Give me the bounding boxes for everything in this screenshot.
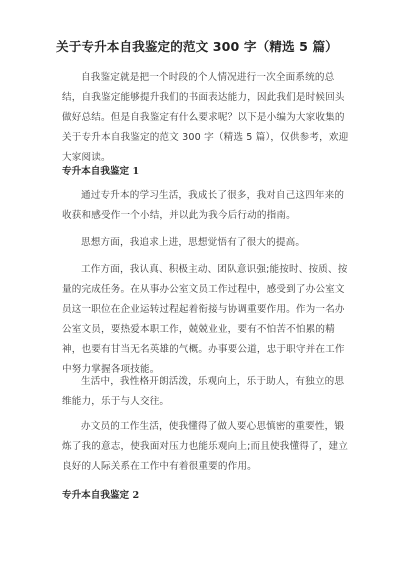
section-heading-2: 专升本自我鉴定 2: [62, 490, 140, 501]
section-heading-1: 专升本自我鉴定 1: [62, 166, 140, 177]
section1-paragraph-5: 办文员的工作生活，使我懂得了做人要心思慎密的重要性，锻炼了我的意志，使我面对压力也能乐观向上;而且使我懂得了，建立良好的人际关系在工作中有着很重要的作用。: [62, 421, 348, 472]
section1-paragraph-3: 工作方面，我认真、积极主动、团队意识强;能按时、按质、按量的完成任务。在从事办公室文员工作过程中，感受到了办公室文员这一职位在企业运转过程起着衔接与协调重要作用。作为一名办公室文员，要热爱本职工作，兢兢业业，要有不怕苦不怕累的精神，也要有甘当无名英雄的气概。办事要公道，忠于职守并在工作中努力掌握各项技能。: [62, 264, 348, 375]
intro-paragraph: 自我鉴定就是把一个时段的个人情况进行一次全面系统的总结，自我鉴定能够提升我们的书面表达能力，因此我们是时候回头做好总结。但是自我鉴定有什么要求呢？以下是小编为大家收集的关于专升本自我鉴定的范文 300 字（精选 5 篇），仅供参考，欢迎大家阅读。: [62, 72, 349, 163]
section1-paragraph-2: 思想方面，我追求上进，思想觉悟有了很大的提高。: [81, 237, 306, 248]
section1-paragraph-1: 通过专升本的学习生活，我成长了很多，我对自己这四年来的收获和感受作一个小结，并以此为我今后行动的指南。: [62, 190, 345, 221]
document-title: 关于专升本自我鉴定的范文 300 字（精选 5 篇）: [56, 39, 338, 54]
section1-paragraph-4: 生活中，我性格开朗活泼，乐观向上，乐于助人，有独立的思维能力，乐于与人交往。: [62, 376, 345, 407]
